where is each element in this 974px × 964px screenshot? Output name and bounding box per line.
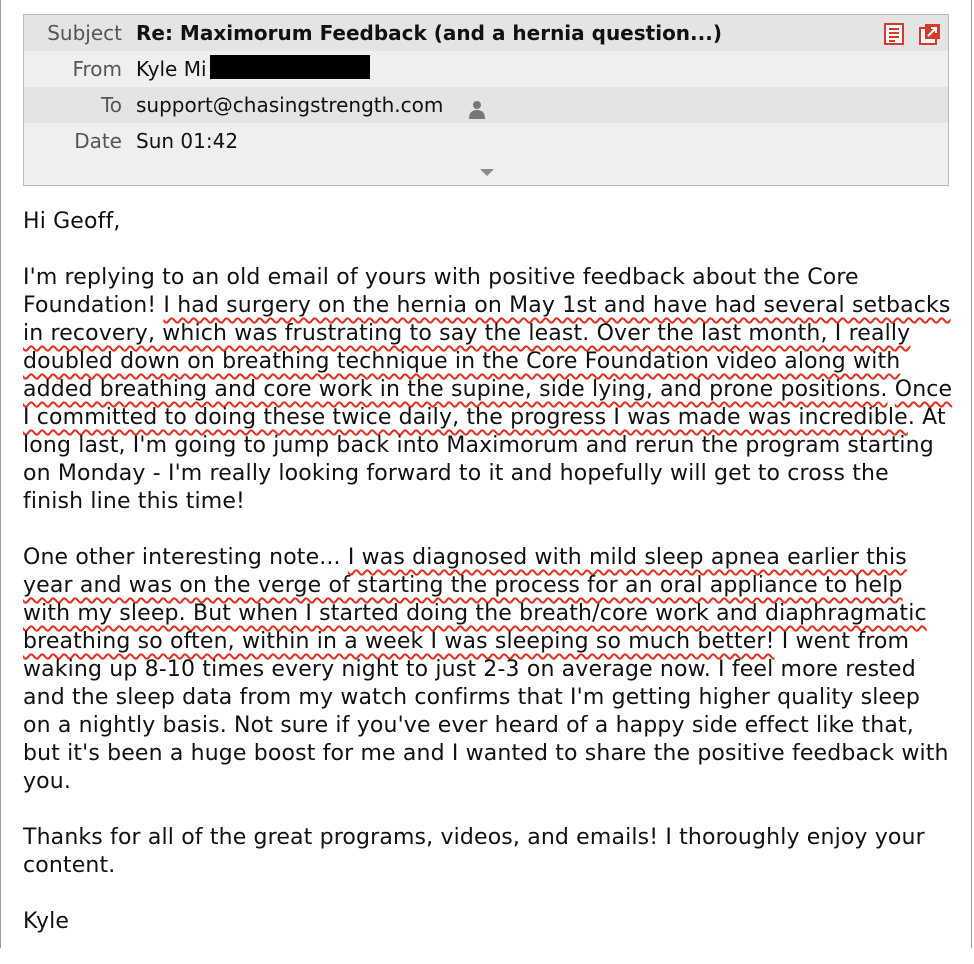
date-label: Date: [74, 129, 122, 153]
p1-highlight-1: I had surgery on the hernia on May 1st and have had several setbacks in recovery, which was frustrating to say the least. Over the last month, I really doubled down on breathing technique in the Core Foundation video along with added breathing and core work in the supine, side lying, and prone positions.: [23, 293, 951, 402]
date-value: Sun 01:42: [136, 129, 239, 153]
to-row: [24, 87, 948, 123]
redaction-block: [210, 55, 370, 79]
p1-highlight-2: Once I committed to doing these twice daily, the progress I was made was incredible: [23, 377, 953, 430]
subject-label: Subject: [47, 21, 122, 45]
open-window-icon[interactable]: [918, 21, 942, 45]
p1-text-b: . At long last, I'm going to jump back into Maximorum and rerun the program starting on Monday - I'm really looking forward to it and hopefully will get to cross the finish line this time!: [23, 405, 946, 514]
subject-row: [24, 15, 948, 51]
paragraph-2: [23, 544, 953, 796]
document-icon[interactable]: [882, 21, 906, 45]
message-header: [23, 14, 949, 186]
p2-highlight: I was diagnosed with mild sleep apnea earlier this year and was on the verge of starting the process for an oral appliance to help with my sleep. But when I started doing the breath/core work and diaphragmatic breathing so often, within in a week I was sleeping so much better!: [23, 545, 927, 654]
p2-text-b: I went from waking up 8-10 times every night to just 2-3 on average now. I feel more rested and the sleep data from my watch confirms that I'm getting higher quality sleep on a nightly basis. Not sure if you've ever heard of a happy side effect like that, but it's been a huge boost for me and I wanted to share the positive feedback with you.: [23, 629, 949, 794]
paragraph-1: [23, 264, 953, 516]
date-row: [24, 123, 948, 159]
p2-text-a: One other interesting note...: [23, 545, 348, 570]
p1-space: [888, 377, 895, 402]
expand-header-toggle[interactable]: [24, 159, 948, 185]
greeting: Hi Geoff,: [23, 209, 121, 234]
paragraph-3: Thanks for all of the great programs, videos, and emails! I thoroughly enjoy your content.: [23, 825, 925, 878]
to-value[interactable]: support@chasingstrength.com: [136, 93, 444, 117]
person-icon[interactable]: [468, 95, 486, 115]
p1-text-a: I'm replying to an old email of yours with positive feedback about the Core Foundation!: [23, 265, 859, 318]
from-row: [24, 51, 948, 87]
to-label: To: [100, 93, 122, 117]
expand-caret-icon[interactable]: [480, 169, 494, 176]
from-label: From: [72, 57, 122, 81]
signature: Kyle: [23, 909, 70, 934]
subject-value: Re: Maximorum Feedback (and a hernia question...): [136, 21, 722, 45]
message-body: [23, 208, 953, 964]
from-value[interactable]: Kyle Mi: [136, 57, 207, 81]
